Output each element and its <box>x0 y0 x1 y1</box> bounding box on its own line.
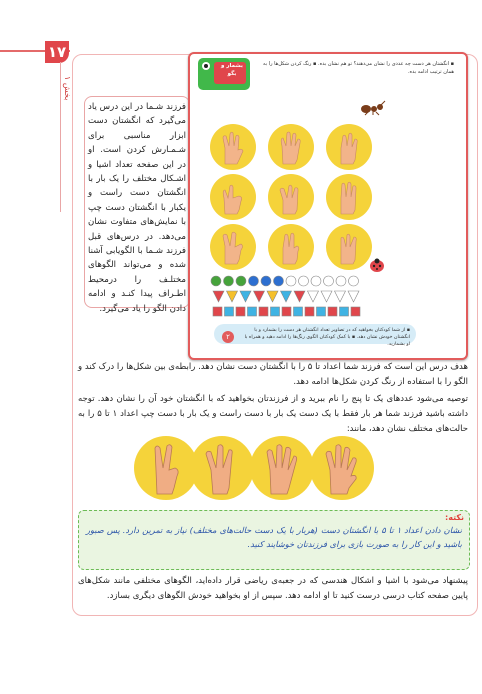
pattern-triangle <box>254 291 265 302</box>
hand-circle <box>268 224 314 270</box>
hand-icon <box>335 180 363 216</box>
pattern-circle <box>324 276 334 286</box>
pattern-triangle <box>267 291 278 302</box>
workbook-footer-number: ٢ <box>222 331 234 343</box>
hand-icon <box>335 130 363 166</box>
pattern-square <box>271 307 280 316</box>
hand-four-fingers-icon <box>263 442 301 496</box>
pattern-circle <box>286 276 296 286</box>
pattern-square <box>225 307 234 316</box>
pattern-triangle <box>294 291 305 302</box>
hand-icon <box>219 230 247 266</box>
page-number: ١٧ <box>45 41 69 63</box>
hand-circle <box>210 124 256 170</box>
pattern-square <box>282 307 291 316</box>
pattern-circle <box>274 276 284 286</box>
note-text: نشان دادن اعداد ۱ تا ۵ با انگشتان دست (هربار با یک دست حالت‌های مختلف) نیاز به تمرین دارد. پس صبور باشید و این کار را به صورت بازی برای فرزندتان خوشایند کنید. <box>86 525 462 549</box>
pattern-triangle <box>213 291 224 302</box>
pattern-circle <box>311 276 321 286</box>
hand-circle <box>326 174 372 220</box>
pattern-circle <box>249 276 259 286</box>
pattern-triangle <box>240 291 251 302</box>
pattern-circle <box>236 276 246 286</box>
example-hand-circle <box>250 436 314 500</box>
paragraph-suggestion: پیشنهاد می‌شود با اشیا و اشکال هندسی که در جعبه‌ی ریاضی قرار داده‌اید، الگوهای مختلفی مانند شکل‌های پایین صفحه کتاب درسی درست کنید تا او ادامه دهد. سپس از او بخواهید خودش الگوهای دیگری بسازد. <box>78 576 468 601</box>
pattern-square <box>328 307 337 316</box>
pattern-square <box>317 307 326 316</box>
example-hand-circle <box>134 436 198 500</box>
hand-circle <box>210 174 256 220</box>
paragraph-goal: هدف درس این است که فرزند شما اعداد تا ۵ را با انگشتان دست نشان دهد. رابطه‌ی بین شکل‌ها را درک کند و الگو را با استفاده از رنگ کردن شکل‌ها ادامه دهد. <box>78 362 468 387</box>
hand-three-fingers-icon <box>203 442 241 496</box>
pattern-square <box>351 307 360 316</box>
hand-circle <box>268 174 314 220</box>
pattern-triangle <box>335 291 346 302</box>
pattern-square <box>294 307 303 316</box>
pattern-triangle <box>281 291 292 302</box>
hand-five-fingers-icon <box>323 442 361 496</box>
paragraph-recommendation: توصیه می‌شود عددهای یک تا پنج را نام ببرید و از فرزندتان بخواهید که با انگشتان خود آن را نشان دهد. توجه داشته باشید فرزند شما هر بار فقط با یک دست یک بار با دست راست و یک بار با دست چپ اعداد ۱ تا ۵ را به حالت‌های مختلف نشان دهد، مانند: <box>78 394 469 434</box>
side-column-text: فرزند شـما در این درس یاد می‌گیرد که انگشتان دست ابزار مناسبی برای شـمـارش کردن است. او در این صفحه تعداد اشیا و اشـکال مختلف را یک بار با انگشتان دست راست و یکبار با انگشتان دست چپ با نمایش‌های متفاوت نشان می‌دهد. در درس‌های قبل فرزند شـما با الگویابی آشنا شده و می‌تواند الگوهای مختلـف را درمحیط اطـراف پیدا کنـد و ادامه دادن الگو را یاد می‌گیرد. <box>88 102 186 314</box>
pattern-triangle <box>308 291 319 302</box>
pattern-square <box>248 307 257 316</box>
hand-circle <box>268 124 314 170</box>
hand-circle <box>326 224 372 270</box>
pattern-square <box>340 307 349 316</box>
ladybug-icon <box>369 258 385 272</box>
hand-icon <box>277 230 305 266</box>
counting-hands-grid <box>208 122 384 272</box>
hand-icon <box>277 130 305 166</box>
hand-icon <box>335 230 363 266</box>
note-title: نکته: <box>445 513 464 522</box>
workbook-footer-text: ▪ از شما کودکتان بخواهید که در تصاویر تعداد انگشتان هر دست را بشمارد و با انگشتان خودش نشان دهد. ▪ با کمک کودکتان الگوی رنگ‌ها را ادامه دهید و همراه با او بشمارید. <box>244 328 410 347</box>
pattern-square <box>236 307 245 316</box>
hand-icon <box>277 180 305 216</box>
example-hand-circle <box>190 436 254 500</box>
chapter-label: بخش ١ <box>63 76 72 101</box>
hand-icon <box>219 130 247 166</box>
pattern-triangle <box>227 291 238 302</box>
ant-icon <box>358 100 388 116</box>
pattern-circle <box>211 276 221 286</box>
pattern-square <box>305 307 314 316</box>
hand-circle <box>210 224 256 270</box>
pattern-circle <box>261 276 271 286</box>
workbook-badge-text: بشمار و بگو <box>221 63 243 77</box>
hand-icon <box>219 180 247 216</box>
color-pattern-shapes <box>210 274 370 324</box>
hand-circle <box>326 124 372 170</box>
example-hand-circle <box>310 436 374 500</box>
pattern-triangle <box>348 291 359 302</box>
pattern-triangle <box>321 291 332 302</box>
pattern-square <box>213 307 222 316</box>
pattern-circle <box>224 276 234 286</box>
pattern-square <box>259 307 268 316</box>
hand-two-fingers-icon <box>147 442 185 496</box>
pattern-circle <box>299 276 309 286</box>
pattern-circle <box>349 276 359 286</box>
pattern-circle <box>336 276 346 286</box>
workbook-instructions: ▪ انگشتان هر دست چه عددی را نشان می‌دهند؟ تو هم نشان بده. ▪ رنگ کردن شکل‌ها را به همان ترتیب ادامه بده. <box>263 61 454 75</box>
